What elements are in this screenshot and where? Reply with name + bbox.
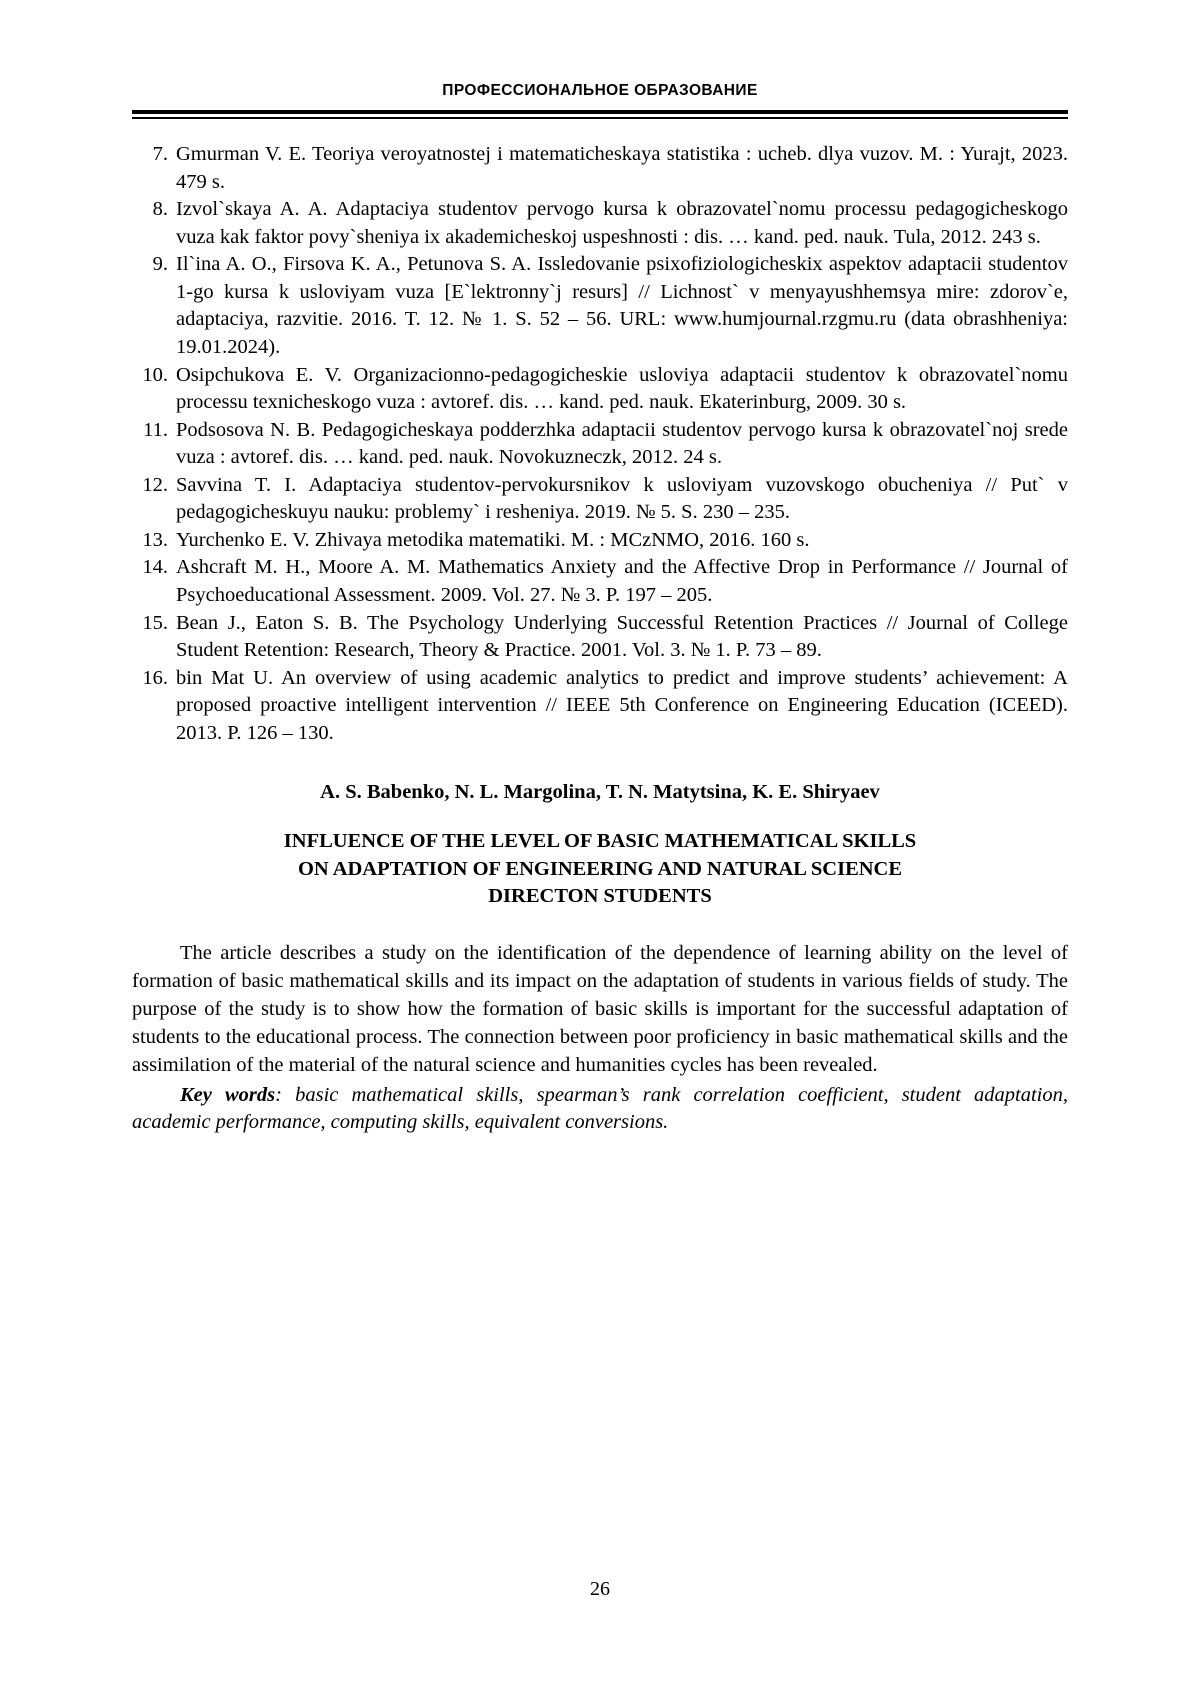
article-authors: A. S. Babenko, N. L. Margolina, T. N. Matytsina, K. E. Shiryaev xyxy=(320,781,880,804)
reference-text: Bean J., Eaton S. B. The Psychology Underlying Successful Retention Practices // Journal of College Student Retention: Research, Theory & Practice. 2001. Vol. 3. № 1. P. 73 – 89. xyxy=(176,611,1068,662)
header-rule xyxy=(132,110,1068,119)
page-number: 26 xyxy=(590,1578,610,1600)
list-item xyxy=(132,527,1068,555)
reference-number: 14. xyxy=(142,556,168,579)
reference-text: bin Mat U. An overview of using academic analytics to predict and improve students’ achievement: A proposed proactive intelligent intervention // IEEE 5th Conference on Engineering Education (ICEED). 2013. P. 126 – 130. xyxy=(176,666,1068,744)
article-title xyxy=(132,828,1068,910)
reference-number: 11. xyxy=(143,418,168,441)
reference-text: Savvina T. I. Adaptaciya studentov-pervokursnikov k usloviyam vuzovskogo obucheniya // Put` v pedagogicheskuyu nauku: problemy` i resheniya. 2019. № 5. S. 230 – 235. xyxy=(176,473,1068,524)
reference-number: 13. xyxy=(142,528,168,551)
reference-list xyxy=(132,141,1068,747)
reference-text: Gmurman V. E. Teoriya veroyatnostej i matematicheskaya statistika : ucheb. dlya vuzov. M. : Yurajt, 2023. 479 s. xyxy=(176,143,1068,193)
reference-number: 15. xyxy=(142,611,168,634)
keywords-label: Key words xyxy=(180,1083,276,1106)
list-item xyxy=(132,665,1068,748)
reference-text: Yurchenko E. V. Zhivaya metodika matematiki. M. : MCzNMO, 2016. 160 s. xyxy=(176,528,810,551)
reference-text: Izvol`skaya A. A. Adaptaciya studentov pervogo kursa k obrazovatel`nomu processu pedagogicheskogo vuza kak faktor povy`sheniya ix akademicheskoj uspeshnosti : dis. … kand. ped. nauk. Tula, 2012. 243 s. xyxy=(176,198,1068,248)
reference-number: 7. xyxy=(152,143,168,165)
reference-text: Podsosova N. B. Pedagogicheskaya podderzhka adaptacii studentov pervogo kursa k obrazovatel`noj srede vuza : avtoref. dis. … kand. ped. nauk. Novokuzneczk, 2012. 24 s. xyxy=(176,418,1068,469)
reference-number: 10. xyxy=(142,363,168,386)
list-item xyxy=(132,610,1068,665)
reference-number: 12. xyxy=(142,473,168,496)
list-item xyxy=(132,417,1068,472)
reference-number: 16. xyxy=(142,666,168,689)
running-head: ПРОФЕССИОНАЛЬНОЕ ОБРАЗОВАНИЕ xyxy=(442,82,758,99)
reference-text: Il`ina A. O., Firsova K. A., Petunova S. A. Issledovanie psixofiziologicheskix aspektov adaptacii studentov 1-go kursa k usloviyam vuza [E`lektronny`j resurs] // Lichnost` v menyayushhemsya mire: zdorov`e, adaptaciya, razvitie. 2016. T. 12. № 1. S. 52 – 56. URL: www.humjournal.rzgmu.ru (data obrashheniya: 19.01.2024). xyxy=(176,253,1068,358)
list-item xyxy=(132,251,1068,361)
list-item xyxy=(132,141,1068,196)
reference-number: 9. xyxy=(152,253,168,276)
article-title-line-3: DIRECTON STUDENTS xyxy=(488,884,712,907)
article-abstract: The article describes a study on the identification of the dependence of learning ability on the level of formation of basic mathematical skills and its impact on the adaptation of students in various fields of study. The purpose of the study is to show how the formation of basic skills is important for the successful adaptation of students to the educational process. The connection between poor proficiency in basic mathematical skills and the assimilation of the material of the natural science and humanities cycles has been revealed. xyxy=(132,942,1068,1076)
article-title-line-1: INFLUENCE OF THE LEVEL OF BASIC MATHEMATICAL SKILLS xyxy=(283,830,917,853)
list-item xyxy=(132,554,1068,609)
page-content xyxy=(132,0,1068,1137)
reference-text: Ashcraft M. H., Moore A. M. Mathematics Anxiety and the Affective Drop in Performance // Journal of Psychoeducational Assessment. 2009. Vol. 27. № 3. P. 197 – 205. xyxy=(176,556,1068,606)
keywords-text: : basic mathematical skills, spearman’s rank correlation coefficient, student adaptation, academic performance, computing skills, equivalent conversions. xyxy=(132,1083,1069,1134)
list-item xyxy=(132,472,1068,527)
list-item xyxy=(132,196,1068,251)
rule-thin xyxy=(132,117,1068,119)
article-keywords xyxy=(132,1082,1068,1138)
reference-number: 8. xyxy=(152,198,168,221)
list-item xyxy=(132,362,1068,417)
reference-text: Osipchukova E. V. Organizacionno-pedagogicheskie usloviya adaptacii studentov k obrazovatel`nomu processu texnicheskogo vuza : avtoref. dis. … kand. ped. nauk. Ekaterinburg, 2009. 30 s. xyxy=(176,363,1068,414)
article-title-line-2: ON ADAPTATION OF ENGINEERING AND NATURAL SCIENCE xyxy=(297,857,903,880)
